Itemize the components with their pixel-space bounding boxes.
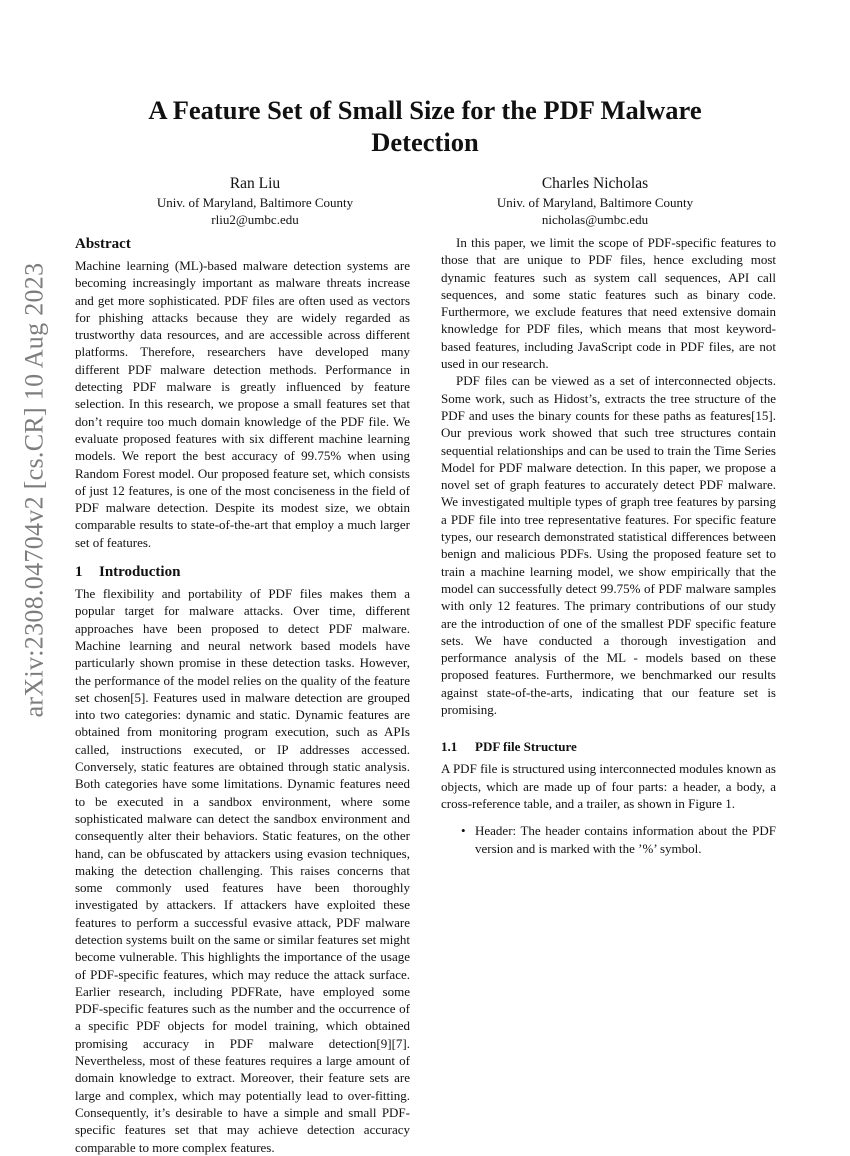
author-email: rliu2@umbc.edu (211, 212, 299, 227)
structure-bullet-list (441, 822, 776, 857)
bullet-text: Header: The header contains information about the PDF version and is marked with the ’%’ symbol. (475, 823, 776, 856)
arxiv-identifier: arXiv:2308.04704v2 [cs.CR] 10 Aug 2023 (19, 262, 49, 718)
subsection-title: PDF file Structure (475, 739, 577, 755)
left-column (75, 234, 410, 1156)
author-email: nicholas@umbc.edu (541, 212, 649, 227)
author-name: Ran Liu (229, 175, 281, 192)
author-affiliation: Univ. of Maryland, Baltimore County (156, 195, 354, 210)
author-block-1 (85, 174, 425, 228)
author-name: Charles Nicholas (541, 175, 649, 192)
intro-paragraph-1: The flexibility and portability of PDF files makes them a popular target for malware attacks. Over time, different approaches have been proposed to detect PDF malware. Machine learning and neural network based models have particularly shown promise in these detection tasks. However, the performance of the model relies on the quality of the feature set chosen[5]. Features used in malware detection are grouped into two categories: dynamic and static. Dynamic features are obtained from monitoring program execution, such as APIs called, instructions executed, or IP addresses accessed. Conversely, static features are obtained through static analysis. Both categories have some limitations. Dynamic features need to be executed in a sandbox environment, where some sophisticated malware can detect the sandbox environment and consequently alter their behaviors. Static features, on the other hand, can be obfuscated by attackers using evasion techniques, making the detection challenging. This raises concerns that some commonly used features have been thoroughly investigated by attackers. If attackers have exploited these features to perform a successful evasive attack, PDF malware detection systems built on the same or similar features set might become vulnerable. This highlights the importance of the usage of PDF-specific features, which may reduce the attack surface. Earlier research, including PDFRate, have employed some PDF-specific features such as the number and the occurrence of a specific PDF objects for model training, which obtained promising accuracy in PDF malware detection[9][7]. Nevertheless, most of these features requires a large amount of domain knowledge to extract. Moreover, their feature sets are large and complex, which may potentially lead to over-fitting. Consequently, it’s desirable to have a simple and small PDF-specific features set that may achieve detection accuracy comparable to more complex features. (75, 586, 410, 1155)
right-column (441, 234, 776, 857)
abstract-text: Machine learning (ML)-based malware detection systems are becoming increasingly important as malware threats increase and get more sophisticated. PDF files are often used as vectors for phishing attacks because they are widely regarded as trustworthy data resources, and are accessible across different platforms. Therefore, researchers have developed many different PDF malware detection methods. Performance in detecting PDF malware is greatly influenced by feature selection. In this research, we propose a small features set that don’t require too much domain knowledge of the PDF file. We evaluate proposed features with six different machine learning models. We report the best accuracy of 99.75% when using Random Forest model. Our proposed feature set, which consists of just 12 features, is one of the most conciseness in the field of PDF malware detection. Despite its modest size, we obtain comparable results to state-of-the-art that employ a much larger set of features. (75, 258, 410, 550)
subsection-heading (441, 738, 776, 756)
paper-title (75, 94, 775, 158)
subsection-number: 1.1 (441, 739, 458, 755)
abstract-heading: Abstract (75, 236, 131, 252)
section-title: Introduction (99, 564, 181, 581)
section-number: 1 (75, 564, 83, 581)
bullet-symbol: • (461, 823, 466, 839)
author-affiliation: Univ. of Maryland, Baltimore County (496, 195, 694, 210)
intro-paragraph-3: PDF files can be viewed as a set of interconnected objects. Some work, such as Hidost’s, extracts the tree structure of the PDF and uses the binary counts for these paths as features[15]. Our previous work showed that such tree structures contain sequential relationships and can be used to train the Time Series Model for PDF malware detection. In this paper, we propose a novel set of graph features to accurately detect PDF malware. We investigated multiple types of graph tree features by parsing a PDF file into tree representative features. For specific feature types, our research demonstrated statistical differences between benign and malicious PDFs. Using the proposed feature set to train a machine learning model, we show empirically that the model can successfully detect 99.75% of PDF malware samples with only 12 features. The primary contributions of our study are the introduction of one of the smallest PDF specific feature sets. We have conducted a thorough investigation and performance analysis of the ML - models based on these proposed features. Furthermore, we benchmarked our results against state-of-the-arts, indicating that our feature set is promising. (441, 373, 776, 718)
intro-paragraph-2: In this paper, we limit the scope of PDF-specific features to those that are unique to PDF files, hence excluding most dynamic features such as system call sequences, API call sequences, and some static features such as binary code. Furthermore, we exclude features that need extensive domain knowledge for PDF files, which means that most keyword-based features, including JavaScript code in PDF files, are not used in our research. (441, 235, 776, 372)
arxiv-stamp (13, 262, 55, 718)
title-line-2: Detection (371, 127, 479, 157)
title-line-1: A Feature Set of Small Size for the PDF Malware (148, 95, 702, 125)
bullet-item-header (461, 822, 776, 857)
intro-heading (75, 562, 410, 582)
author-block-2 (425, 174, 765, 228)
structure-paragraph: A PDF file is structured using interconnected modules known as objects, which are made up of four parts: a header, a body, a cross-reference table, and a trailer, as shown in Figure 1. (441, 761, 776, 811)
